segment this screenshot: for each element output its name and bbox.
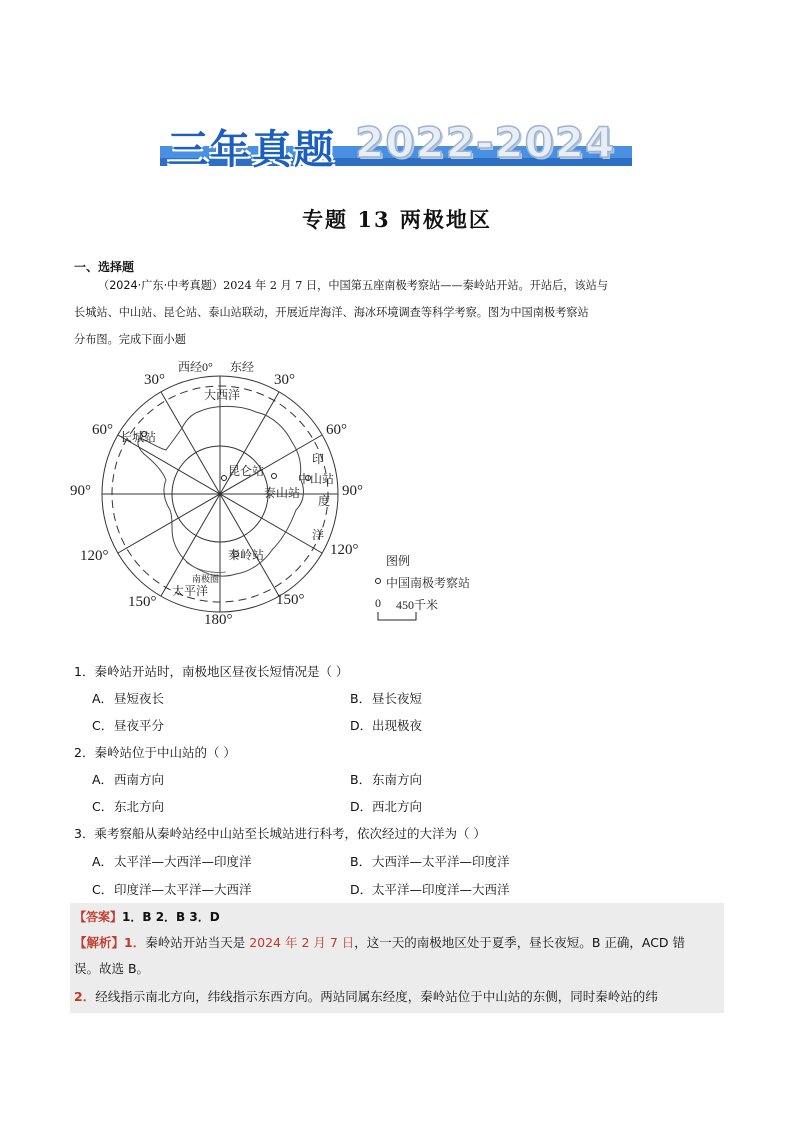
intro-line-3: 分布图。完成下面小题 — [74, 333, 186, 346]
label-east-lon: 东经 — [230, 360, 255, 374]
label-antarctic-circle: 南极圈 — [192, 574, 220, 584]
intro-line-2: 长城站、中山站、昆仑站、泰山站联动，开展近岸海洋、海冰环境调查等科学考察。图为中国南极考察站 — [74, 306, 589, 319]
label-indian-2: 度 — [318, 494, 331, 508]
label-60w: 60° — [92, 422, 113, 438]
label-150w: 150° — [128, 594, 157, 610]
label-qinling-station: 秦岭站 — [228, 548, 265, 562]
label-30e: 30° — [274, 372, 295, 388]
question-3-option-b[interactable]: B．大西洋—太平洋—印度洋 — [350, 854, 510, 869]
page-title: 专题 13 两极地区 — [302, 207, 492, 232]
legend-station-label: 中国南极考察站 — [386, 576, 471, 590]
label-90e: 90° — [342, 483, 363, 499]
label-west-lon: 西经0° — [178, 360, 213, 374]
question-1-option-d[interactable]: D．出现极夜 — [350, 718, 423, 733]
label-pacific: 太平洋 — [172, 584, 209, 598]
question-3-option-a[interactable]: A．太平洋—大西洋—印度洋 — [92, 854, 252, 869]
question-2-stem: 2．秦岭站位于中山站的（ ） — [74, 745, 236, 760]
question-3-option-c[interactable]: C．印度洋—太平洋—大西洋 — [92, 882, 252, 897]
label-indian-1: 印 — [312, 452, 325, 466]
label-120w: 120° — [80, 548, 109, 564]
answer-text: 1．B 2．B 3．D — [122, 910, 220, 924]
question-2-option-a[interactable]: A．西南方向 — [92, 772, 165, 787]
question-2-option-c[interactable]: C．东北方向 — [92, 799, 165, 814]
legend-title: 图例 — [386, 554, 411, 568]
analysis-tag: 【解析】 — [74, 935, 125, 950]
label-great-wall-station: 长城站 — [120, 430, 157, 444]
question-2-option-b[interactable]: B．东南方向 — [350, 772, 423, 787]
question-1-option-b[interactable]: B．昼长夜短 — [350, 691, 423, 706]
analysis-paragraph-1: 【解析】1．秦岭站开站当天是 2024 年 2 月 7 日，这一天的南极地区处于夏季，昼长夜短。B 正确，ACD 错 误。故选 B。 — [74, 935, 686, 976]
label-120e: 120° — [330, 542, 359, 558]
section-heading: 一、选择题 — [74, 260, 135, 274]
analysis-paragraph-2: 2．经线指示南北方向，纬线指示东西方向。两站同属东经度，秦岭站位于中山站的东侧，同时秦岭站的纬 — [74, 989, 658, 1004]
question-1-option-a[interactable]: A．昼短夜长 — [92, 691, 165, 706]
question-source: （2024·广东·中考真题） — [98, 279, 224, 292]
label-atlantic: 大西洋 — [204, 388, 241, 402]
label-indian-3: 洋 — [312, 528, 325, 542]
label-kunlun-station: 昆仑站 — [228, 464, 265, 478]
station-taishan-marker — [272, 474, 277, 479]
label-30w: 30° — [144, 372, 165, 388]
label-60e: 60° — [326, 422, 347, 438]
question-3-stem: 3．乘考察船从秦岭站经中山站至长城站进行科考，依次经过的大洋为（ ） — [74, 826, 486, 841]
label-90w: 90° — [70, 483, 91, 499]
banner-years: 2022-2024 — [355, 118, 616, 167]
banner — [150, 118, 640, 176]
antarctic-station-map — [70, 350, 498, 640]
question-2-option-d[interactable]: D．西北方向 — [350, 799, 423, 814]
question-3-option-d[interactable]: D．太平洋—印度洋—大西洋 — [350, 882, 510, 897]
station-kunlun-marker — [222, 476, 227, 481]
question-1-stem: 1．秦岭站开站时，南极地区昼夜长短情况是（ ） — [74, 664, 349, 679]
label-150e: 150° — [276, 592, 305, 608]
label-taishan-station: 泰山站 — [264, 486, 301, 500]
intro-line-1: 2024 年 2 月 7 日，中国第五座南极考察站——秦岭站开站。开站后，该站与 — [223, 279, 609, 292]
legend-station-marker — [376, 579, 381, 584]
banner-title: 三年真题 — [168, 127, 336, 173]
legend-scale-value: 450千米 — [396, 598, 439, 612]
label-180: 180° — [204, 612, 233, 628]
question-intro — [74, 272, 724, 353]
answer-line — [74, 908, 220, 925]
legend-scale-bar — [378, 612, 416, 620]
legend-scale-zero: 0 — [375, 596, 381, 610]
answer-tag: 【答案】 — [74, 910, 123, 924]
question-1-option-c[interactable]: C．昼夜平分 — [92, 718, 165, 733]
label-zhongshan-station: 中山站 — [298, 472, 335, 486]
